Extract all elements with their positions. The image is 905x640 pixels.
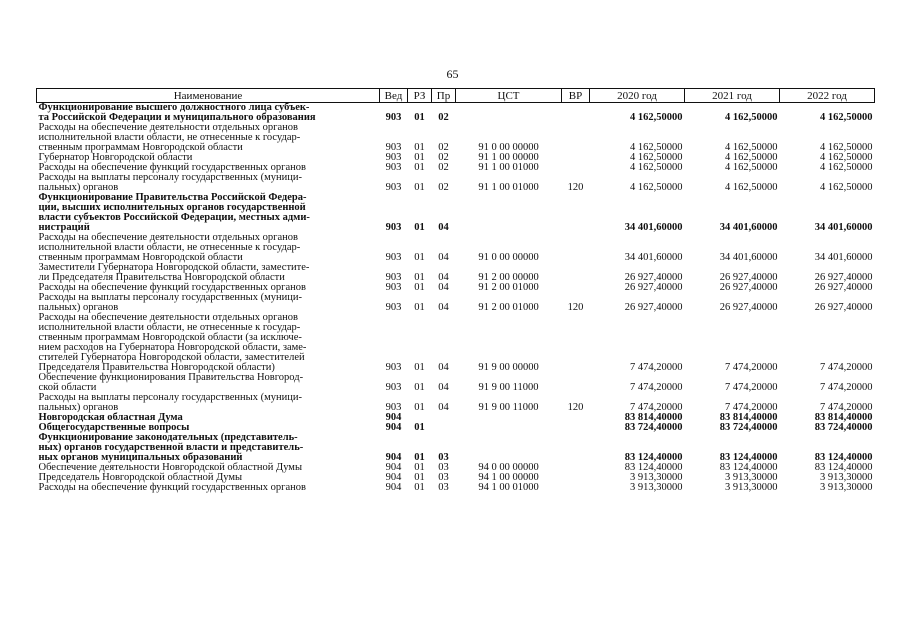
row-value-2022: 3 913,30000 xyxy=(820,482,873,493)
row-name xyxy=(37,393,380,413)
row-vr xyxy=(562,413,590,423)
row-name-line: пальных) органов xyxy=(38,182,119,193)
row-cst: 94 0 00 00000 xyxy=(478,462,539,473)
row-rz: 01 xyxy=(414,272,425,283)
row-value-2020: 4 162,50000 xyxy=(630,152,683,163)
row-value-2021: 83 124,40000 xyxy=(719,462,778,473)
row-cst xyxy=(456,193,562,233)
row-cst: 91 1 00 01000 xyxy=(478,162,539,173)
row-name-line: та Российской Федерации и муниципального образования xyxy=(38,112,316,123)
row-name-line: Расходы на обеспечение функций государственных органов xyxy=(38,162,306,173)
row-ved: 904 xyxy=(385,452,402,463)
row-cst: 91 9 00 11000 xyxy=(478,382,539,393)
row-cst: 91 1 00 00000 xyxy=(478,152,539,163)
row-cst: 91 2 00 01000 xyxy=(478,302,539,313)
row-vr xyxy=(562,373,590,393)
row-rz: 01 xyxy=(414,182,425,193)
row-pr: 03 xyxy=(438,452,449,463)
row-value-2020: 83 724,40000 xyxy=(624,422,683,433)
row-value-2021: 7 474,20000 xyxy=(725,382,778,393)
row-value-2020: 83 124,40000 xyxy=(624,452,683,463)
row-vr xyxy=(562,153,590,163)
row-name-line: Расходы на выплаты персоналу государственных (муници- xyxy=(38,292,302,303)
header-vr: ВР xyxy=(562,89,590,103)
row-rz: 01 xyxy=(414,162,425,173)
row-name xyxy=(37,233,380,263)
row-ved: 903 xyxy=(385,152,402,163)
page-number: 65 xyxy=(446,67,459,81)
row-value-2022: 3 913,30000 xyxy=(820,472,873,483)
row-name-line: Губернатор Новгородской области xyxy=(38,152,193,163)
row-name xyxy=(37,193,380,233)
row-rz: 01 xyxy=(414,252,425,263)
row-name-line: ли Председателя Правительства Новгородской области xyxy=(38,272,285,283)
row-vr xyxy=(562,433,590,463)
row-rz: 01 xyxy=(414,482,425,493)
row-ved: 904 xyxy=(385,422,402,433)
row-ved: 903 xyxy=(385,402,402,413)
row-vr xyxy=(562,263,590,283)
header-2020: 2020 год xyxy=(590,89,685,103)
row-name-line: ственным программам Новгородской области xyxy=(38,142,243,153)
row-name-line: нием расходов на Губернатора Новгородской области, заме- xyxy=(38,342,307,353)
row-value-2020: 4 162,50000 xyxy=(630,112,683,123)
row-name-line: Общегосударственные вопросы xyxy=(38,422,190,433)
header-rz: РЗ xyxy=(408,89,432,103)
budget-table xyxy=(36,88,875,493)
row-value-2021: 3 913,30000 xyxy=(725,482,778,493)
row-vr xyxy=(562,123,590,153)
row-value-2020: 4 162,50000 xyxy=(630,182,683,193)
table-row xyxy=(37,433,875,463)
row-value-2020: 4 162,50000 xyxy=(630,162,683,173)
row-vr xyxy=(562,193,590,233)
row-name xyxy=(37,433,380,463)
row-vr xyxy=(562,163,590,173)
row-rz: 01 xyxy=(414,302,425,313)
row-ved: 903 xyxy=(385,282,402,293)
row-value-2020: 7 474,20000 xyxy=(630,402,683,413)
row-name-line: пальных) органов xyxy=(38,402,119,413)
row-value-2022: 4 162,50000 xyxy=(820,182,873,193)
row-ved: 903 xyxy=(385,112,402,123)
row-value-2020: 4 162,50000 xyxy=(630,142,683,153)
row-name xyxy=(37,103,380,124)
row-value-2021: 4 162,50000 xyxy=(725,112,778,123)
row-value-2020: 83 124,40000 xyxy=(624,462,683,473)
row-value-2022: 4 162,50000 xyxy=(820,152,873,163)
table-row xyxy=(37,293,875,313)
row-ved: 904 xyxy=(385,462,402,473)
row-name xyxy=(37,173,380,193)
row-name xyxy=(37,123,380,153)
row-name-line: Функционирование высшего должностного лица субъек- xyxy=(38,102,310,113)
row-value-2022: 34 401,60000 xyxy=(814,222,873,233)
row-vr xyxy=(562,463,590,473)
table-row xyxy=(37,173,875,193)
row-rz: 01 xyxy=(414,422,425,433)
row-pr: 02 xyxy=(438,142,449,153)
row-name-line: Обеспечение функционирования Правительства Новгород- xyxy=(38,372,304,383)
row-vr xyxy=(562,423,590,433)
table-row xyxy=(37,393,875,413)
row-name-line: Расходы на обеспечение деятельности отдельных органов xyxy=(38,232,298,243)
row-name-line: Функционирование законодательных (представитель- xyxy=(38,432,298,443)
row-name xyxy=(37,483,380,493)
row-pr: 02 xyxy=(438,112,449,123)
row-vr xyxy=(562,483,590,493)
row-ved: 904 xyxy=(385,482,402,493)
row-value-2021: 26 927,40000 xyxy=(719,302,778,313)
row-name-line: Расходы на обеспечение функций государственных органов xyxy=(38,482,306,493)
row-name-line: Новгородская областная Дума xyxy=(38,412,183,423)
row-cst xyxy=(456,433,562,463)
row-name xyxy=(37,313,380,373)
row-value-2022: 34 401,60000 xyxy=(814,252,873,263)
table-row xyxy=(37,483,875,493)
row-value-2022: 26 927,40000 xyxy=(814,302,873,313)
row-vr xyxy=(562,313,590,373)
row-value-2020: 26 927,40000 xyxy=(624,302,683,313)
row-ved: 903 xyxy=(385,302,402,313)
row-value-2020: 83 814,40000 xyxy=(624,412,683,423)
row-value-2020: 34 401,60000 xyxy=(624,252,683,263)
row-pr: 04 xyxy=(438,302,449,313)
row-value-2022: 26 927,40000 xyxy=(814,282,873,293)
header-name: Наименование xyxy=(37,89,380,103)
row-ved: 903 xyxy=(385,162,402,173)
header-2022: 2022 год xyxy=(780,89,875,103)
table-row xyxy=(37,233,875,263)
row-ved: 903 xyxy=(385,382,402,393)
row-pr xyxy=(432,423,456,433)
row-vr xyxy=(562,103,590,124)
row-cst: 91 0 00 00000 xyxy=(478,252,539,263)
row-name-line: исполнительной власти области, не отнесенные к государ- xyxy=(38,322,301,333)
row-name-line: ственным программам Новгородской области xyxy=(38,252,243,263)
row-ved: 903 xyxy=(385,362,402,373)
row-value-2021: 83 724,40000 xyxy=(719,422,778,433)
row-value-2021: 7 474,20000 xyxy=(725,362,778,373)
table-header-row xyxy=(37,89,875,103)
row-pr: 04 xyxy=(438,272,449,283)
row-name xyxy=(37,293,380,313)
row-name xyxy=(37,373,380,393)
row-value-2020: 7 474,20000 xyxy=(630,362,683,373)
row-cst: 91 1 00 01000 xyxy=(478,182,539,193)
row-rz: 01 xyxy=(414,382,425,393)
row-ved: 903 xyxy=(385,222,402,233)
row-value-2021: 4 162,50000 xyxy=(725,152,778,163)
row-pr xyxy=(432,413,456,423)
row-value-2022: 4 162,50000 xyxy=(820,162,873,173)
row-ved: 903 xyxy=(385,272,402,283)
row-ved: 903 xyxy=(385,252,402,263)
row-value-2021: 4 162,50000 xyxy=(725,142,778,153)
row-name-line: Заместители Губернатора Новгородской области, заместите- xyxy=(38,262,310,273)
row-name-line: власти субъектов Российской Федерации, местных адми- xyxy=(38,212,310,223)
row-value-2021: 3 913,30000 xyxy=(725,472,778,483)
header-cst: ЦСТ xyxy=(456,89,562,103)
row-rz: 01 xyxy=(414,472,425,483)
row-value-2022: 4 162,50000 xyxy=(820,142,873,153)
row-pr: 03 xyxy=(438,472,449,483)
row-name-line: ных) органов государственной власти и представитель- xyxy=(38,442,304,453)
row-name-line: пальных) органов xyxy=(38,302,119,313)
row-value-2022: 83 724,40000 xyxy=(814,422,873,433)
row-value-2021: 34 401,60000 xyxy=(719,252,778,263)
row-name-line: исполнительной власти области, не отнесенные к государ- xyxy=(38,132,301,143)
row-value-2022: 83 124,40000 xyxy=(814,452,873,463)
table-row xyxy=(37,373,875,393)
row-name-line: Председатель Новгородской областной Думы xyxy=(38,472,243,483)
row-value-2020: 34 401,60000 xyxy=(624,222,683,233)
row-value-2022: 26 927,40000 xyxy=(814,272,873,283)
row-value-2020: 3 913,30000 xyxy=(630,472,683,483)
row-vr xyxy=(562,283,590,293)
row-rz: 01 xyxy=(414,152,425,163)
row-name-line: нистраций xyxy=(38,222,90,233)
row-value-2022: 83 124,40000 xyxy=(814,462,873,473)
row-pr: 04 xyxy=(438,382,449,393)
row-vr: 120 xyxy=(567,402,584,413)
header-2021: 2021 год xyxy=(685,89,780,103)
row-pr: 02 xyxy=(438,182,449,193)
row-pr: 03 xyxy=(438,462,449,473)
table-row xyxy=(37,193,875,233)
row-pr: 02 xyxy=(438,162,449,173)
row-value-2021: 7 474,20000 xyxy=(725,402,778,413)
row-value-2022: 83 814,40000 xyxy=(814,412,873,423)
row-ved: 904 xyxy=(385,472,402,483)
row-name-line: Расходы на выплаты персоналу государственных (муници- xyxy=(38,172,302,183)
row-name-line: Обеспечение деятельности Новгородской областной Думы xyxy=(38,462,302,473)
table-row xyxy=(37,103,875,124)
row-value-2021: 4 162,50000 xyxy=(725,182,778,193)
row-value-2020: 3 913,30000 xyxy=(630,482,683,493)
row-cst: 91 2 00 01000 xyxy=(478,282,539,293)
row-ved: 904 xyxy=(385,412,402,423)
row-value-2020: 26 927,40000 xyxy=(624,282,683,293)
row-cst xyxy=(456,413,562,423)
row-vr: 120 xyxy=(567,182,584,193)
row-name xyxy=(37,263,380,283)
row-value-2021: 83 814,40000 xyxy=(719,412,778,423)
header-ved: Вед xyxy=(380,89,408,103)
row-name-line: ской области xyxy=(38,382,97,393)
row-value-2022: 7 474,20000 xyxy=(820,382,873,393)
row-rz: 01 xyxy=(414,452,425,463)
row-cst xyxy=(456,423,562,433)
row-cst: 94 1 00 01000 xyxy=(478,482,539,493)
table-row xyxy=(37,123,875,153)
row-value-2020: 26 927,40000 xyxy=(624,272,683,283)
row-rz: 01 xyxy=(414,462,425,473)
row-value-2021: 34 401,60000 xyxy=(719,222,778,233)
row-pr: 02 xyxy=(438,152,449,163)
row-pr: 04 xyxy=(438,222,449,233)
row-rz: 01 xyxy=(414,142,425,153)
row-pr: 04 xyxy=(438,252,449,263)
row-cst: 91 9 00 00000 xyxy=(478,362,539,373)
row-vr xyxy=(562,233,590,263)
row-ved: 903 xyxy=(385,182,402,193)
row-value-2021: 83 124,40000 xyxy=(719,452,778,463)
row-cst xyxy=(456,103,562,124)
row-vr: 120 xyxy=(567,302,584,313)
row-rz: 01 xyxy=(414,282,425,293)
row-cst: 91 0 00 00000 xyxy=(478,142,539,153)
row-name-line: Расходы на выплаты персоналу государственных (муници- xyxy=(38,392,302,403)
row-cst: 91 9 00 11000 xyxy=(478,402,539,413)
row-cst: 94 1 00 00000 xyxy=(478,472,539,483)
table-row xyxy=(37,263,875,283)
row-rz: 01 xyxy=(414,112,425,123)
row-rz: 01 xyxy=(414,222,425,233)
row-name-line: Расходы на обеспечение функций государственных органов xyxy=(38,282,306,293)
row-ved: 903 xyxy=(385,142,402,153)
header-pr: Пр xyxy=(432,89,456,103)
table-row xyxy=(37,313,875,373)
row-value-2022: 7 474,20000 xyxy=(820,362,873,373)
row-value-2020: 7 474,20000 xyxy=(630,382,683,393)
row-name-line: исполнительной власти области, не отнесенные к государ- xyxy=(38,242,301,253)
row-name-line: Председателя Правительства Новгородской области) xyxy=(38,362,275,373)
row-name-line: стителей Губернатора Новгородской области, заместителей xyxy=(38,352,305,363)
row-value-2022: 7 474,20000 xyxy=(820,402,873,413)
row-name-line: Расходы на обеспечение деятельности отдельных органов xyxy=(38,122,298,133)
row-rz: 01 xyxy=(414,362,425,373)
row-name-line: Функционирование Правительства Российской Федера- xyxy=(38,192,307,203)
row-name-line: ных органов муниципальных образований xyxy=(38,452,243,463)
row-name-line: ции, высших исполнительных органов государственной xyxy=(38,202,306,213)
row-vr xyxy=(562,473,590,483)
row-value-2022: 4 162,50000 xyxy=(820,112,873,123)
row-cst: 91 2 00 00000 xyxy=(478,272,539,283)
row-pr: 04 xyxy=(438,362,449,373)
row-value-2021: 26 927,40000 xyxy=(719,272,778,283)
row-pr: 04 xyxy=(438,402,449,413)
row-pr: 03 xyxy=(438,482,449,493)
table-body xyxy=(37,103,875,494)
row-name-line: Расходы на обеспечение деятельности отдельных органов xyxy=(38,312,298,323)
row-value-2021: 26 927,40000 xyxy=(719,282,778,293)
row-name-line: ственным программам Новгородской области (за исключе- xyxy=(38,332,302,343)
row-rz: 01 xyxy=(414,402,425,413)
row-value-2021: 4 162,50000 xyxy=(725,162,778,173)
row-pr: 04 xyxy=(438,282,449,293)
